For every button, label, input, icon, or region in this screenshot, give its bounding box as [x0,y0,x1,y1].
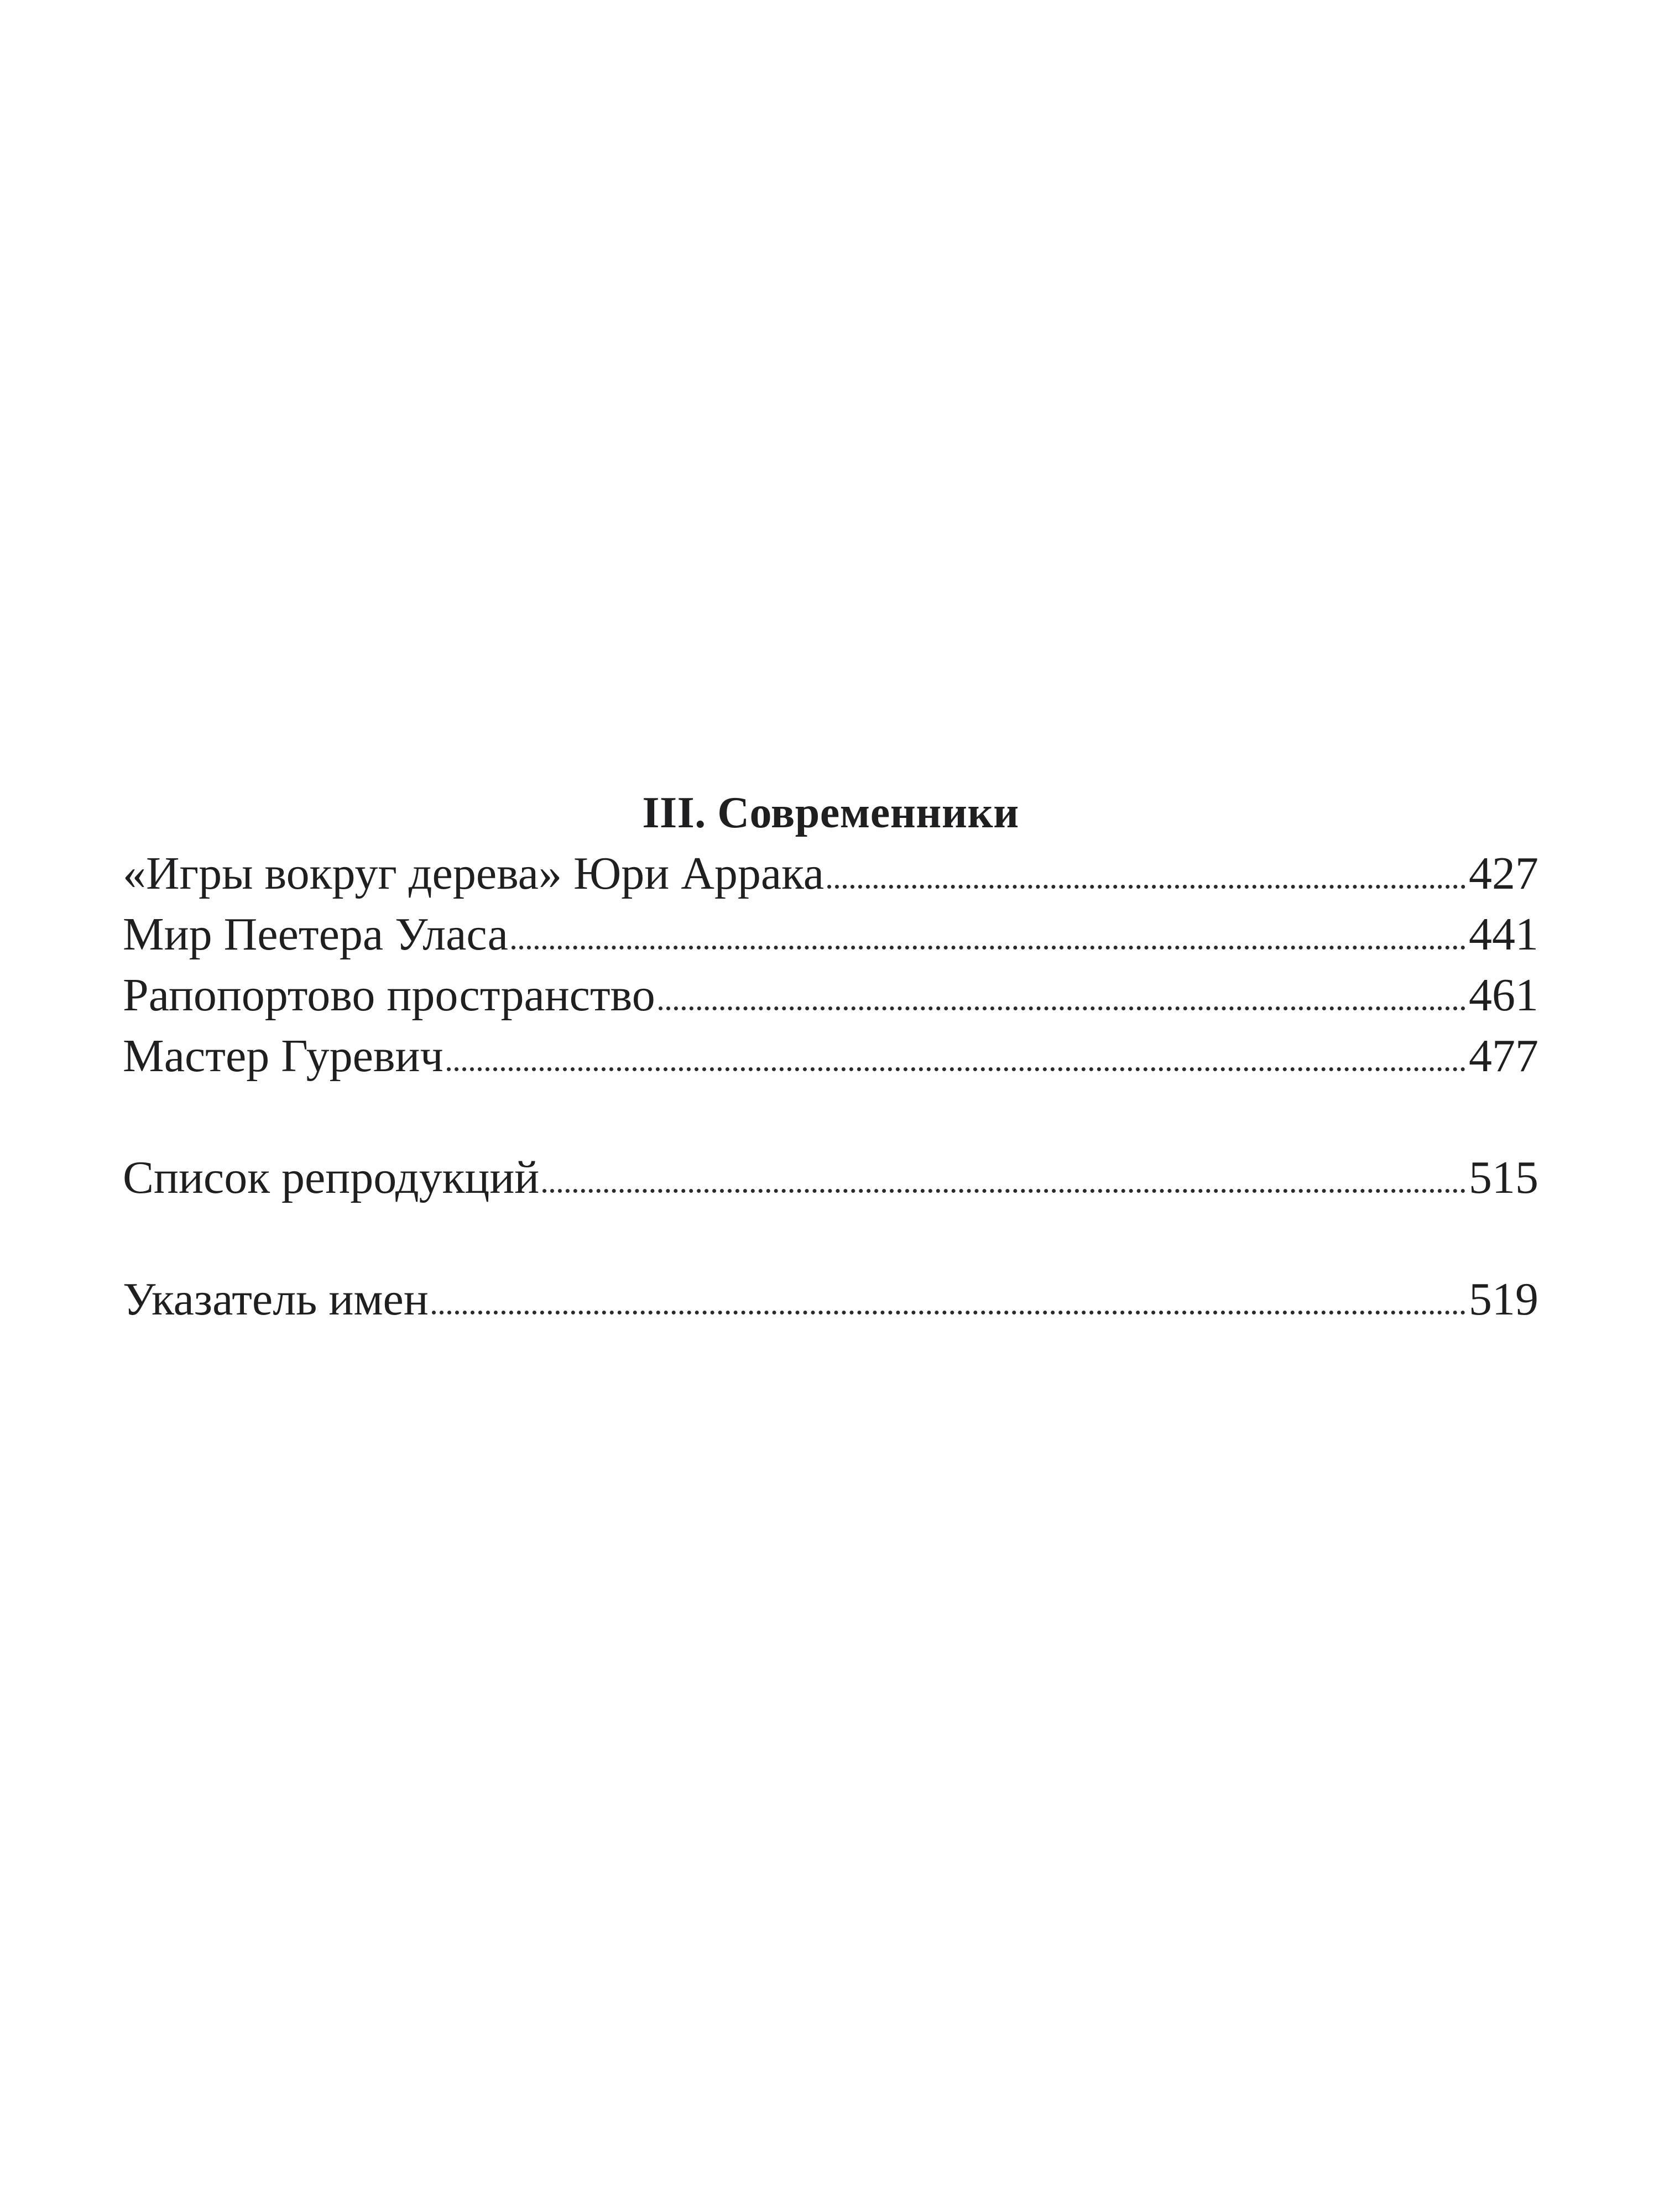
toc-entry [123,965,1538,1026]
toc-entry-page: 515 [1469,1152,1538,1203]
toc-entry-page: 461 [1469,969,1538,1021]
dot-leader [659,1006,1465,1010]
dot-leader [447,1067,1465,1071]
toc-entry [123,904,1538,965]
toc-entry-label: Мир Пеетера Уласа [123,909,508,960]
toc-entry-label: Список репродукций [123,1152,540,1203]
toc-entry-page: 427 [1469,848,1538,899]
toc-entry-label: Рапопортово пространство [123,969,655,1021]
toc-entry-page: 477 [1469,1030,1538,1082]
toc-entry [123,1026,1538,1087]
toc-entry-label: Указатель имен [123,1274,429,1325]
toc-entry [123,1147,1538,1208]
dot-leader [432,1311,1465,1314]
dot-leader [512,946,1465,950]
toc-entry-page: 519 [1469,1274,1538,1325]
toc-entry-page: 441 [1469,909,1538,960]
toc-entry [123,843,1538,904]
dot-leader [542,1189,1465,1193]
table-of-contents [123,782,1538,1330]
dot-leader [827,885,1465,889]
section-title: III. Современники [642,789,1019,837]
toc-entry-label: Мастер Гуревич [123,1030,444,1082]
toc-entry [123,1269,1538,1330]
toc-list [123,843,1538,1330]
toc-entry-label: «Игры вокруг дерева» Юри Аррака [123,848,824,899]
